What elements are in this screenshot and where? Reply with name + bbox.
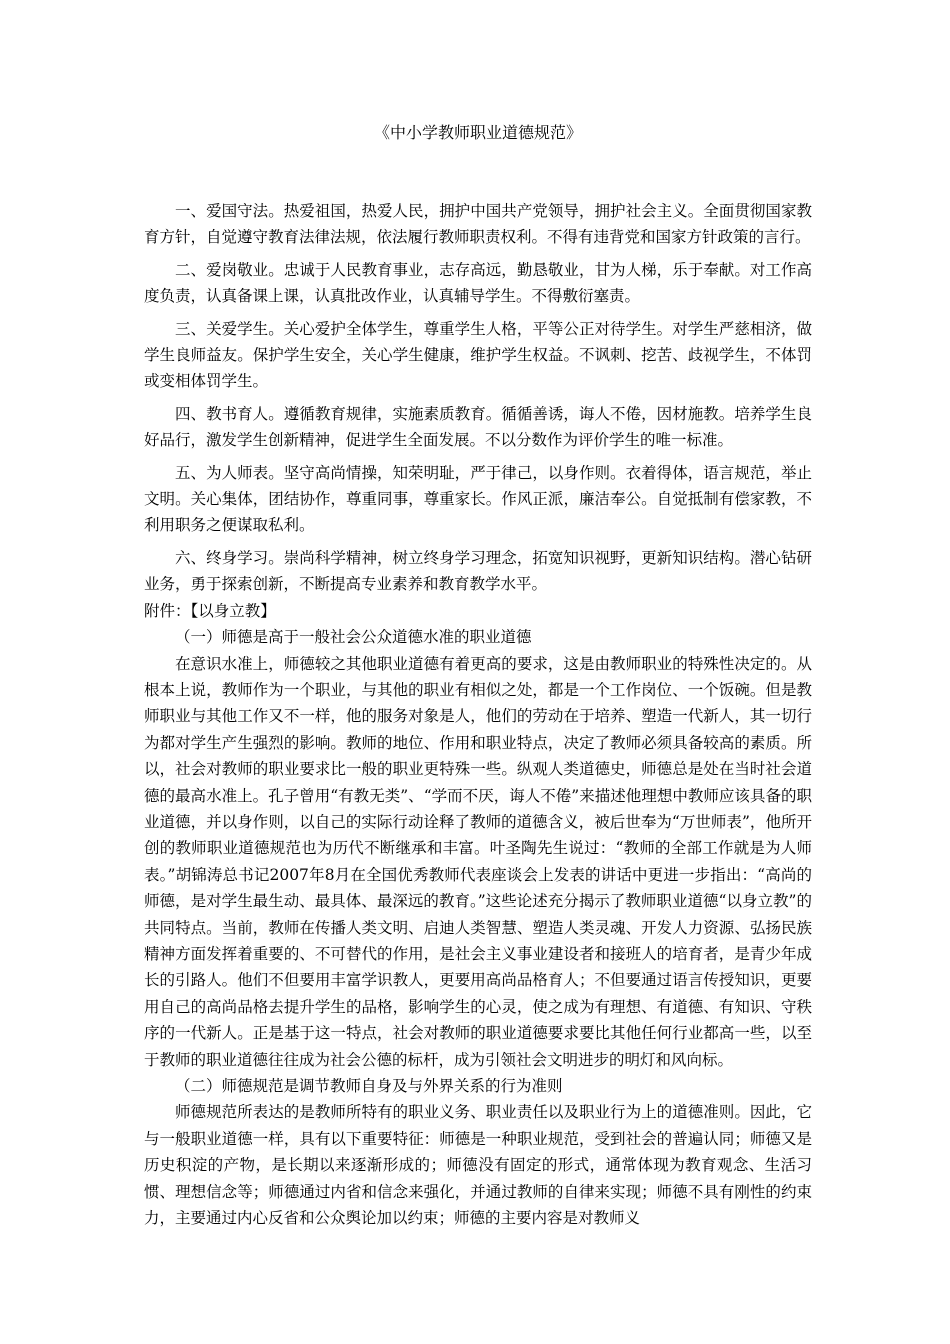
article-5: 五、为人师表。坚守高尚情操，知荣明耻，严于律己，以身作则。衣着得体，语言规范，举止文明。关心集体，团结协作，尊重同事，尊重家长。作风正派，廉洁奉公。自觉抵制有偿家教，不利用职务之便谋取私利。 <box>144 463 812 535</box>
section-2-body: 师德规范所表达的是教师所特有的职业义务、职业责任以及职业行为上的道德准则。因此，它与一般职业道德一样，具有以下重要特征：师德是一种职业规范，受到社会的普遍认同；师德又是历史积淀的产物，是长期以来逐渐形成的；师德没有固定的形式，通常体现为教育观念、生活习惯、理想信念等；师德通过内省和信念来强化，并通过教师的自律来实现；师德不具有刚性的约束力，主要通过内心反省和公众舆论加以约束；师德的主要内容是对教师义 <box>144 1103 812 1228</box>
article-1: 一、爱国守法。热爱祖国，热爱人民，拥护中国共产党领导，拥护社会主义。全面贯彻国家教育方针，自觉遵守教育法律法规，依法履行教师职责权利。不得有违背党和国家方针政策的言行。 <box>144 202 812 247</box>
article-6: 六、终身学习。崇尚科学精神，树立终身学习理念，拓宽知识视野，更新知识结构。潜心钻研业务，勇于探索创新，不断提高专业素养和教育教学水平。 <box>144 548 812 594</box>
article-3: 三、关爱学生。关心爱护全体学生，尊重学生人格，平等公正对待学生。对学生严慈相济，做学生良师益友。保护学生安全，关心学生健康，维护学生权益。不讽刺、挖苦、歧视学生，不体罚或变相体罚学生。 <box>144 319 812 391</box>
document-body <box>144 198 812 1231</box>
appendix-label: 附件：【以身立教】 <box>144 601 276 620</box>
section-2-heading: （二）师德规范是调节教师自身及与外界关系的行为准则 <box>175 1077 563 1095</box>
document-title: 《中小学教师职业道德规范》 <box>373 123 582 142</box>
article-4: 四、教书育人。遵循教育规律，实施素质教育。循循善诱，诲人不倦，因材施教。培养学生良好品行，激发学生创新精神，促进学生全面发展。不以分数作为评价学生的唯一标准。 <box>144 404 812 450</box>
article-2: 二、爱岗敬业。忠诚于人民教育事业，志存高远，勤恳敬业，甘为人梯，乐于奉献。对工作高度负责，认真备课上课，认真批改作业，认真辅导学生。不得敷衍塞责。 <box>144 260 812 306</box>
section-1-body: 在意识水准上，师德较之其他职业道德有着更高的要求，这是由教师职业的特殊性决定的。从根本上说，教师作为一个职业，与其他的职业有相似之处，都是一个工作岗位、一个饭碗。但是教师职业与其他工作又不一样，他的服务对象是人，他们的劳动在于培养、塑造一代新人，其一切行为都对学生产生强烈的影响。教师的地位、作用和职业特点，决定了教师必须具备较高的素质。所以，社会对教师的职业要求比一般的职业更特殊一些。纵观人类道德史，师德总是处在当时社会道德的最高水准上。孔子曾用“有教无类”、“学而不厌，诲人不倦”来描述他理想中教师应该具备的职业道德，并以身作则，以自己的实际行动诠释了教师的道德含义，被后世奉为“万世师表”，他所开创的教师职业道德规范也为历代不断继承和丰富。叶圣陶先生说过：“教师的全部工作就是为人师表。”胡锦涛总书记2007年8月在全国优秀教师代表座谈会上发表的讲话中更进一步指出：“高尚的师德，是对学生最生动、最具体、最深远的教育。”这些论述充分揭示了教师职业道德“以身立教”的共同特点。当前，教师在传播人类文明、启迪人类智慧、塑造人类灵魂、开发人力资源、弘扬民族精神方面发挥着重要的、不可替代的作用，是社会主义事业建设者和接班人的培育者，是青少年成长的引路人。他们不但要用丰富学识教人，更要用高尚品格育人；不但要通过语言传授知识，更要用自己的高尚品格去提升学生的品格，影响学生的心灵，使之成为有理想、有道德、有知识、守秩序的一代新人。正是基于这一特点，社会对教师的职业道德要求要比其他任何行业都高一些，以至于教师的职业道德往往成为社会公德的标杆，成为引领社会文明进步的明灯和风向标。 <box>144 654 812 1069</box>
section-1-heading: （一）师德是高于一般社会公众道德水准的职业道德 <box>175 628 532 647</box>
